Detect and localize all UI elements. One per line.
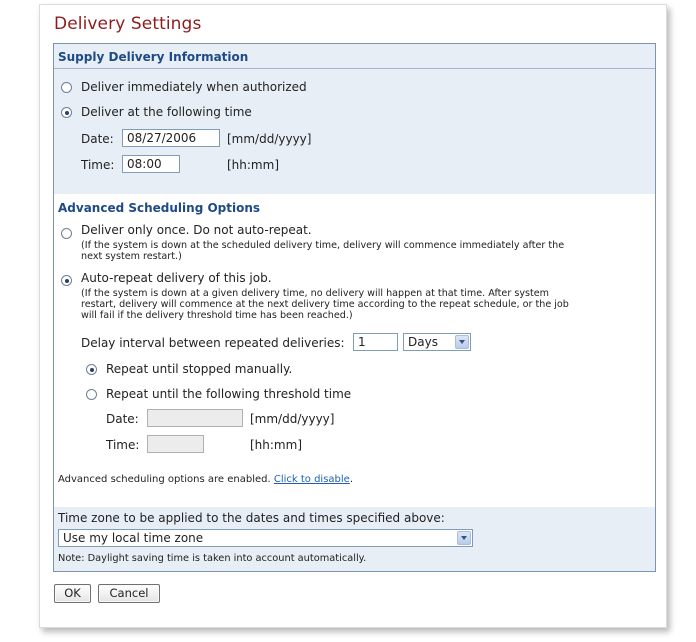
deliver-at-time-radio[interactable]	[61, 107, 72, 118]
chevron-down-icon[interactable]	[457, 531, 471, 545]
deliver-once-label: Deliver only once. Do not auto-repeat.	[81, 223, 312, 237]
auto-repeat-label: Auto-repeat delivery of this job.	[81, 271, 272, 285]
timezone-select[interactable]	[58, 529, 473, 547]
threshold-date-input[interactable]	[147, 409, 243, 427]
supply-section	[54, 44, 655, 194]
deliver-immediately-radio[interactable]	[61, 82, 72, 93]
timezone-note: Note: Daylight saving time is taken into account automatically.	[58, 553, 367, 564]
timezone-selected-value: Use my local time zone	[63, 531, 204, 545]
repeat-until-stopped-label: Repeat until stopped manually.	[106, 362, 293, 376]
time-format-hint: [hh:mm]	[227, 158, 279, 172]
deliver-once-note-1: (If the system is down at the scheduled delivery time, delivery will commence immediately after the	[81, 240, 565, 251]
timezone-label: Time zone to be applied to the dates and times specified above:	[58, 511, 445, 525]
disable-advanced-link[interactable]: Click to disable	[273, 474, 350, 485]
delay-interval-label: Delay interval between repeated deliveries:	[81, 336, 345, 350]
auto-repeat-note-3: will fail if the delivery threshold time has been reached.)	[81, 310, 353, 321]
supply-heading: Supply Delivery Information	[58, 50, 249, 64]
time-input[interactable]: 08:00	[122, 155, 180, 173]
section-divider	[54, 68, 655, 69]
deliver-at-time-label: Deliver at the following time	[81, 105, 252, 119]
auto-repeat-radio[interactable]	[61, 275, 72, 286]
settings-frame	[53, 43, 656, 572]
advanced-section	[54, 194, 655, 512]
deliver-immediately-label: Deliver immediately when authorized	[81, 80, 307, 94]
advanced-enabled-text: Advanced scheduling options are enabled.	[58, 474, 271, 485]
deliver-once-radio[interactable]	[61, 228, 72, 239]
threshold-date-hint: [mm/dd/yyyy]	[250, 412, 335, 426]
page-title: Delivery Settings	[54, 14, 202, 34]
repeat-until-stopped-radio[interactable]	[86, 364, 97, 375]
advanced-heading: Advanced Scheduling Options	[58, 201, 261, 215]
timezone-section	[54, 507, 655, 571]
threshold-date-label: Date:	[106, 412, 139, 426]
chevron-down-icon[interactable]	[455, 335, 469, 349]
time-label: Time:	[81, 158, 115, 172]
delivery-settings-dialog	[39, 4, 667, 628]
ok-button[interactable]: OK	[54, 584, 91, 603]
threshold-time-label: Time:	[106, 438, 140, 452]
threshold-time-hint: [hh:mm]	[250, 438, 302, 452]
date-label: Date:	[81, 132, 114, 146]
advanced-enabled-status	[58, 474, 353, 485]
delay-interval-input[interactable]: 1	[353, 333, 398, 351]
repeat-until-threshold-radio[interactable]	[86, 389, 97, 400]
delay-unit-select[interactable]	[403, 333, 471, 351]
auto-repeat-note-1: (If the system is down at a given delivery time, no delivery will happen at that time. After system	[81, 288, 550, 299]
deliver-once-note-2: next system restart.)	[81, 251, 182, 262]
date-format-hint: [mm/dd/yyyy]	[227, 132, 312, 146]
threshold-time-input[interactable]	[147, 435, 204, 453]
cancel-button[interactable]: Cancel	[98, 584, 160, 603]
auto-repeat-note-2: restart, delivery will commence at the next delivery time according to the repeat schedule, or the job	[81, 299, 569, 310]
repeat-until-threshold-label: Repeat until the following threshold time	[106, 387, 352, 401]
delay-unit-value: Days	[408, 335, 438, 349]
date-input[interactable]: 08/27/2006	[122, 129, 220, 147]
enabled-period: .	[349, 474, 354, 485]
